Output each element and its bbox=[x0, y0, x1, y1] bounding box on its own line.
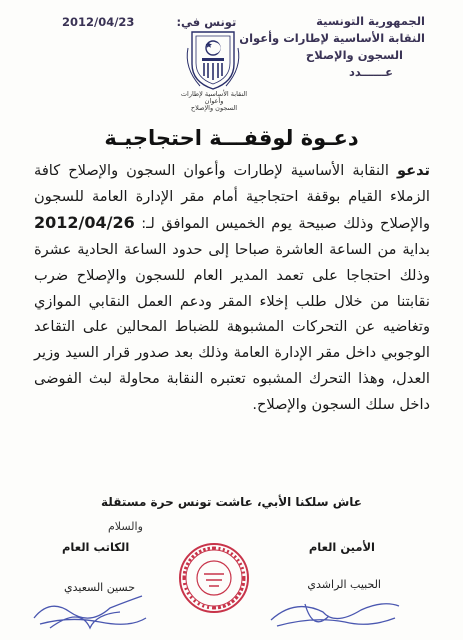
body-text-1: النقابة الأساسية لإطارات وأعوان السجون والإصلاح كافة الزملاء القيام بوقفة احتجاجية أمام مقر الإدارة العامة للسجون والإصلاح وذلك صبيحة يوم الخميس الموافق لـ: bbox=[34, 162, 430, 232]
salutation: والسلام bbox=[108, 520, 143, 533]
document-title: دعـوة لوقفـــة احتجاجيـة bbox=[104, 126, 359, 150]
emblem-caption bbox=[178, 91, 250, 112]
header-country: الجمهورية التونسية bbox=[316, 14, 425, 28]
body-text-2: بداية من الساعة العاشرة صباحا إلى حدود الساعة الحادية عشرة وذلك احتجاجا على تعمد المدير العام للسجون والإصلاح ضرب نقابتنا من خلال طلب إخلاء المقر ودعم العمل النقابي الموازي وتغاضيه عن التحركات المشبوهة للضباط المحالين على التقاعد الوجوبي داخل مقر الإدارة العامة وذلك بعد صدور قرار السيد وزير العدل، وهذا التحرك المشبوه تعتبره النقابة محاولة لبث الفوضى داخل سلك السجون والإصلاح. bbox=[34, 240, 430, 414]
body-lead: تدعو bbox=[396, 162, 430, 179]
right-signatory-title: الأمين العام bbox=[308, 540, 375, 554]
emblem-caption-line2: السجون والإصلاح bbox=[190, 104, 238, 112]
body-paragraph bbox=[34, 158, 430, 418]
union-emblem-icon bbox=[182, 28, 244, 92]
left-signatory-title: الكاتب العام bbox=[62, 540, 130, 554]
emblem-caption-line1: النقابة الأساسية لإطارات وأعوان bbox=[180, 90, 248, 105]
right-signatory-name: الحبيب الراشدي bbox=[307, 578, 381, 591]
left-signature-scribble-icon bbox=[30, 588, 150, 634]
date-value: 2012/04/23 bbox=[62, 15, 135, 29]
body-date: 2012/04/26 bbox=[34, 212, 135, 232]
date-prefix: تونس في: bbox=[176, 15, 237, 29]
header-date bbox=[62, 15, 236, 29]
left-signatory-name: حسين السعيدي bbox=[64, 581, 136, 594]
header-union: النقابة الأساسية لإطارات وأعوان bbox=[239, 31, 425, 45]
closing-slogan: عاش سلكنا الأبي، عاشت تونس حرة مستقلة bbox=[101, 495, 362, 509]
right-signature-scribble-icon bbox=[265, 592, 405, 636]
header-sector: السجون والإصلاح bbox=[305, 48, 403, 62]
header-number-label: عــــــدد bbox=[349, 65, 393, 79]
official-stamp-icon bbox=[176, 540, 252, 616]
